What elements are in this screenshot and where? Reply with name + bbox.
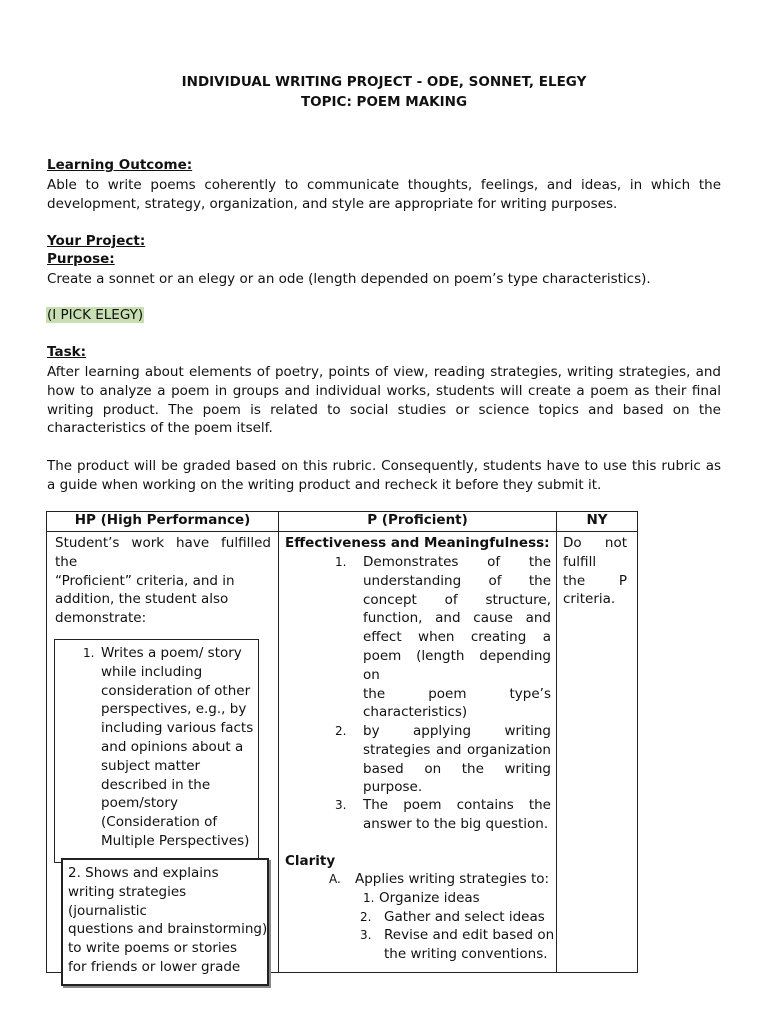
hp-line: addition, the student also — [55, 591, 229, 608]
p-cell — [279, 532, 557, 973]
p-item3-line: The poem contains the — [363, 797, 551, 813]
p-item1-line: Demonstrates of the — [363, 554, 551, 570]
p-item1-line: poem (length depending on — [363, 647, 551, 683]
hp-item1-num: 1. — [83, 646, 95, 660]
p-item2-line: by applying writing — [363, 723, 551, 739]
hp-item1-line: described in the — [101, 776, 211, 793]
task-heading: Task: — [47, 344, 86, 360]
document-topic: TOPIC: POEM MAKING — [300, 94, 468, 110]
ny-line: criteria. — [563, 591, 616, 608]
purpose-heading: Purpose: — [47, 251, 115, 267]
rubric-body-row — [47, 532, 638, 973]
hp-line: Student’s work have fulfilled — [55, 535, 271, 551]
hp-line: demonstrate: — [55, 610, 147, 627]
hp-item2-line: (journalistic — [68, 902, 147, 919]
clarity-heading: Clarity — [285, 853, 336, 869]
p-item1-line: the poem type’s — [363, 685, 551, 702]
sub-item3-num: 3. — [360, 928, 372, 942]
hp-line: the — [55, 553, 78, 570]
hp-item1-line: (Consideration of — [101, 814, 218, 831]
p-item2-line: based on the writing — [363, 760, 551, 777]
effectiveness-heading: Effectiveness and Meaningfulness: — [285, 535, 550, 551]
header-ny: NY — [557, 512, 638, 532]
hp-item1-line: and opinions about a — [101, 738, 244, 755]
header-p: P (Proficient) — [279, 512, 557, 532]
sub-item2-text: Gather and select ideas — [384, 909, 545, 925]
p-item1-line: characteristics) — [363, 704, 468, 721]
p-item1-line: function, and cause and — [363, 610, 551, 627]
sub-item3-line: the writing conventions. — [384, 945, 548, 962]
hp-item1-line: Multiple Perspectives) — [101, 832, 250, 849]
ny-cell — [557, 532, 638, 973]
hp-item2-line: writing strategies — [68, 883, 187, 900]
hp-line: “Proficient” criteria, and in — [55, 572, 235, 589]
hp-item2-line: 2. Shows and explains — [68, 865, 219, 881]
hp-cell — [47, 532, 279, 973]
p-item2-num: 2. — [335, 724, 347, 738]
sub-item3-text — [384, 926, 556, 964]
p-item3-num: 3. — [335, 798, 347, 812]
clarity-letter: A. — [329, 872, 341, 886]
hp-item1-line: subject matter — [101, 757, 201, 774]
hp-item2-line: for friends or lower grade — [68, 958, 241, 975]
learning-outcome-text: Able to write poems coherently to communicate thoughts, feelings, and ideas, in which the development, strategy, organization, and style are appropriate for writing purposes. — [47, 177, 721, 212]
hp-item1-line: Writes a poem/ story — [101, 645, 242, 661]
hp-item1-line: while including — [101, 663, 203, 680]
ny-text — [563, 534, 627, 609]
ny-line: the P — [563, 572, 627, 589]
ny-line: fulfill — [563, 553, 597, 570]
rubric-header-row — [47, 512, 638, 532]
p-item1-num: 1. — [335, 555, 347, 569]
hp-item2-box — [61, 858, 269, 986]
p-item1-line: effect when creating a — [363, 629, 551, 646]
document-title: INDIVIDUAL WRITING PROJECT - ODE, SONNET, ELEGY — [181, 74, 587, 90]
hp-intro — [55, 534, 271, 628]
clarity-text: Applies writing strategies to: — [355, 871, 550, 887]
p-item2-text — [363, 722, 551, 797]
hp-item1-line: including various facts — [101, 720, 254, 737]
pick-note — [46, 307, 144, 323]
hp-item1-text — [101, 644, 257, 851]
p-item3-line: answer to the big question. — [363, 815, 549, 832]
sub-item1-num: 1. — [363, 891, 375, 905]
project-heading: Your Project: — [47, 233, 146, 249]
p-item2-line: strategies and organization — [363, 741, 551, 758]
task-text: After learning about elements of poetry, points of view, reading strategies, writing strategies, and how to analyze a poem in groups and individual works, students will create a poem as their final writing product. The poem is related to social studies or science topics and based on the characteristics of the poem itself. — [47, 364, 721, 437]
p-item3-text — [363, 796, 551, 834]
pick-highlight: (I PICK ELEGY) — [47, 307, 144, 323]
header-hp: HP (High Performance) — [47, 512, 279, 532]
sub-item2-num: 2. — [360, 910, 372, 924]
hp-item2-text — [68, 864, 266, 977]
sub-item1-text: Organize ideas — [379, 890, 480, 906]
rubric-table — [46, 511, 638, 973]
hp-item1-line: poem/story — [101, 795, 178, 812]
hp-item2-line: to write poems or stories — [68, 940, 238, 957]
learning-outcome-heading: Learning Outcome: — [47, 157, 193, 173]
hp-item1-line: perspectives, e.g., by — [101, 701, 247, 718]
sub-item3-line: Revise and edit based on — [384, 927, 555, 943]
p-item1-text — [363, 553, 551, 722]
hp-item1-line: consideration of other — [101, 682, 251, 699]
hp-item2-line: questions and brainstorming) — [68, 921, 268, 938]
p-item1-line: concept of structure, — [363, 591, 551, 608]
ny-line: Do not — [563, 535, 627, 551]
purpose-text: Create a sonnet or an elegy or an ode (length depended on poem’s type characteristics). — [47, 271, 651, 287]
rubric-note: The product will be graded based on this rubric. Consequently, students have to use this rubric as a guide when working on the writing product and recheck it before they submit it. — [47, 458, 721, 493]
p-item2-line: purpose. — [363, 779, 423, 796]
hp-item1-box — [54, 639, 259, 863]
p-item1-line: understanding of the — [363, 572, 551, 589]
